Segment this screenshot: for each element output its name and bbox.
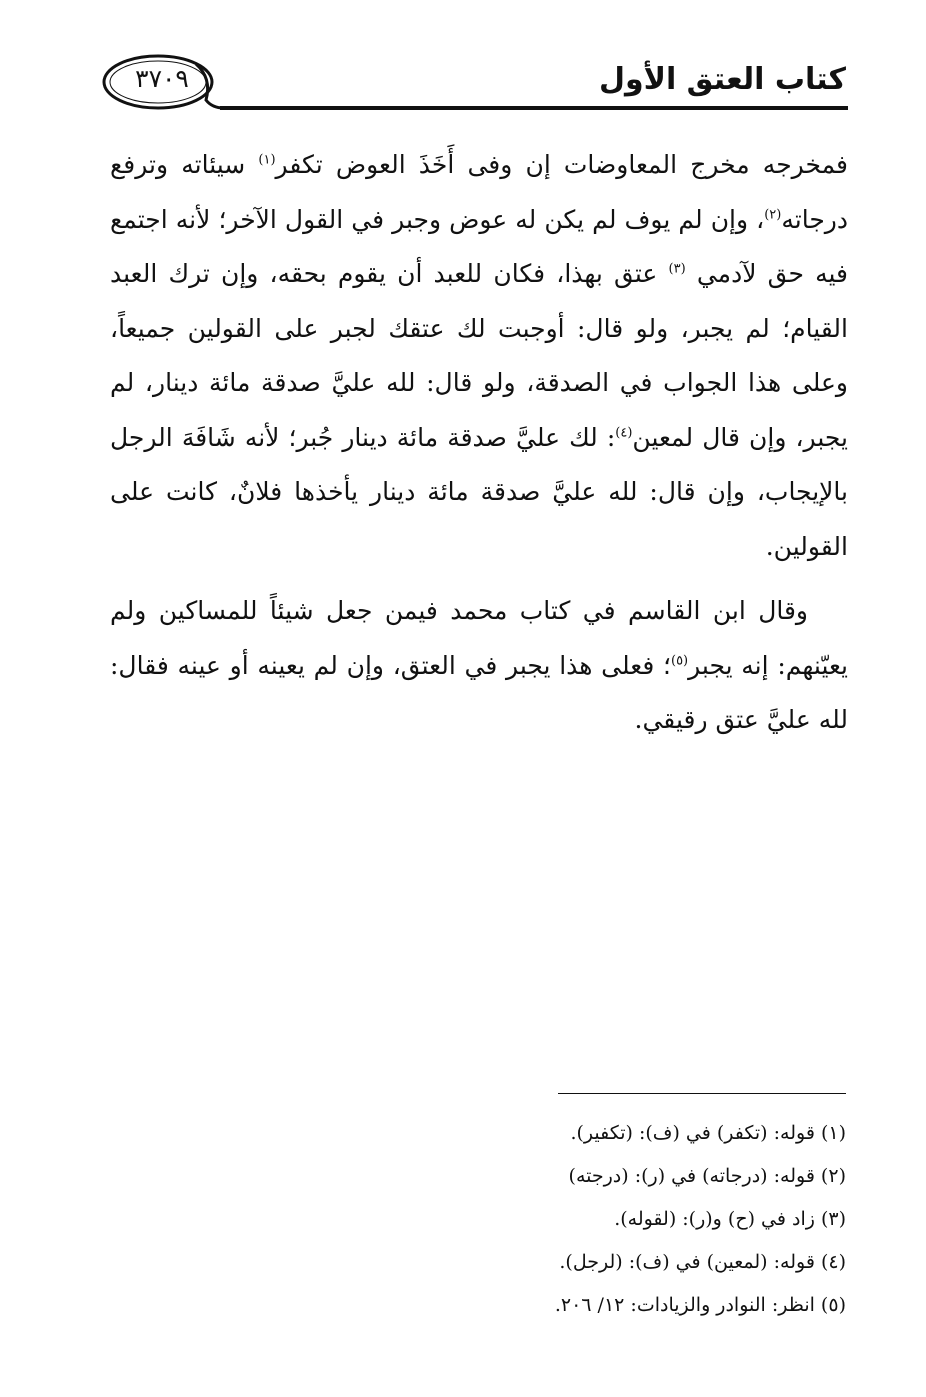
- text-run: فمخرجه مخرج المعاوضات إن وفى أَخَذَ العوض تكفر: [275, 150, 848, 179]
- footnote-separator: [558, 1093, 846, 1094]
- text-run: ؛ فعلى هذا يجبر في العتق، وإن لم يعينه أو عينه فقال: لله عليَّ عتق رقيقي.: [110, 650, 848, 734]
- text-run: وقال ابن القاسم في كتاب محمد فيمن جعل شيئاً للمساكين ولم يعيّنهم: إنه يجبر: [110, 596, 849, 680]
- footnote-marker-4[interactable]: (٤): [615, 425, 633, 441]
- text-run: سيئاته وترفع درجاته: [110, 150, 848, 234]
- page-number: ٣٧٠٩: [135, 64, 189, 93]
- paragraph-1: [110, 138, 848, 574]
- footnote-5: (٥) انظر: النوادر والزيادات: ١٢/ ٢٠٦.: [554, 1294, 846, 1316]
- text-run: ، وإن لم يوف لم يكن له عوض وجبر في القول الآخر؛ لأنه اجتمع فيه حق لآدمي: [110, 204, 849, 288]
- footnote-2: (٢) قوله: (درجاته) في (ر): (درجته): [568, 1165, 846, 1187]
- paragraph-2: [110, 584, 848, 748]
- footnote-4: (٤) قوله: (لمعين) في (ف): (لرجل).: [559, 1251, 846, 1273]
- footnote-marker-5[interactable]: (٥): [670, 653, 689, 669]
- text-run: : لك عليَّ صدقة مائة دينار جُبر؛ لأنه شَافَهَ الرجل بالإيجاب، وإن قال: لله عليَّ صدقة مائة دينار يأخذها فلانٌ، كانت على القولين.: [110, 422, 848, 561]
- footnote-1: (١) قوله: (تكفر) في (ف): (تكفير).: [570, 1122, 846, 1144]
- page-header: [100, 48, 852, 118]
- footnotes: [346, 1112, 846, 1327]
- running-title: كتاب العتق الأول: [598, 62, 846, 97]
- footnote-marker-1[interactable]: (١): [258, 152, 276, 168]
- footnote-3: (٣) زاد في (ح) و(ر): (لقوله).: [614, 1208, 846, 1230]
- footnote-marker-2[interactable]: (٢): [764, 207, 782, 223]
- text-run: عتق بهذا، فكان للعبد أن يقوم بحقه، وإن ترك العبد القيام؛ لم يجبر، ولو قال: أوجبت لك عتقك لجبر على القولين جميعاً، وعلى هذا الجواب في الصدقة، ولو قال: لله عليَّ صدقة مائة دينار، لم يجبر، وإن قال لمعين: [110, 259, 848, 452]
- main-text: [110, 138, 848, 748]
- footnote-marker-3[interactable]: (٣): [668, 261, 686, 277]
